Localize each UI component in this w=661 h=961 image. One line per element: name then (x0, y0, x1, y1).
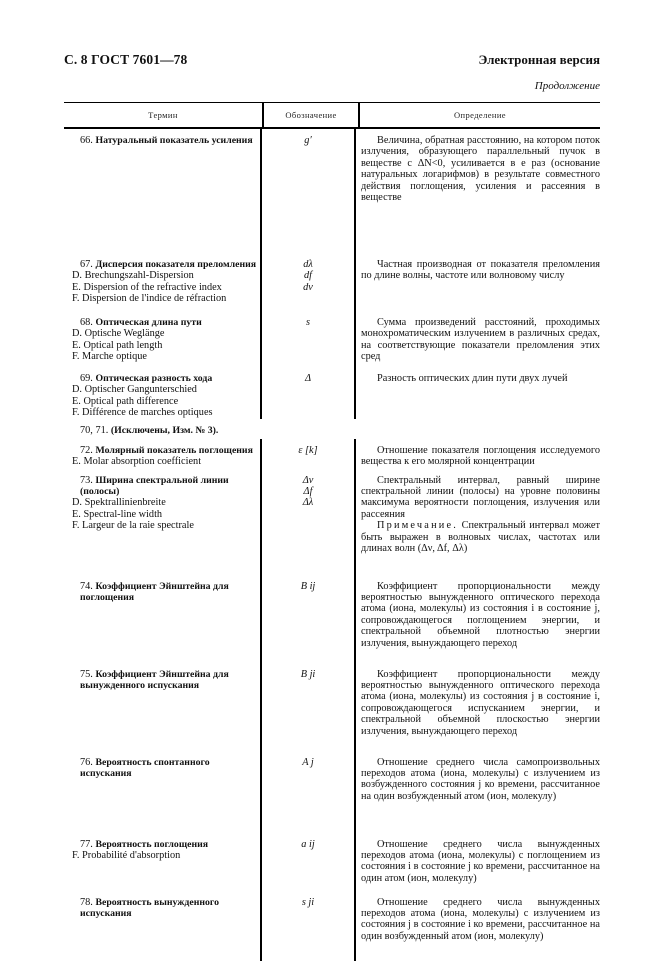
term-translation: D. Optische Weglänge (72, 328, 165, 340)
term-title: Вероятность вынужденного испускания (80, 896, 219, 920)
term-title: Вероятность поглощения (95, 838, 209, 850)
table-row (64, 575, 600, 663)
term-cell (64, 439, 262, 469)
term-cell (64, 833, 262, 891)
term-heading (64, 373, 258, 384)
term-number: 66. (80, 135, 93, 146)
term-title: Оптическая разность хода (95, 373, 213, 384)
definition-note (361, 520, 600, 554)
term-heading (64, 425, 462, 436)
definition-text: Коэффициент пропорциональности между вероятностью вынужденного оптического перехода атома (иона, молекулы) из состояния i в состояние j, сопровождающегося поглощением энергии, и спектральной объемной плотностью энергии излучения, вынуждающего переход (361, 580, 600, 649)
term-translation: F. Dispersion de l'indice de réfraction (72, 293, 227, 305)
term-translation: F. Largeur de la raie spectrale (72, 520, 194, 532)
term-cell (64, 419, 464, 439)
definition-cell (356, 253, 600, 311)
symbol-cell (262, 439, 356, 469)
term-cell (64, 469, 262, 575)
term-heading (64, 317, 258, 328)
table-row (64, 129, 600, 253)
definition-text: Коэффициент пропорциональности между вероятностью вынужденного оптического перехода атома (иона, молекулы) из состояния j в состояние i, сопровождающегося испусканием энергии, и спектральной объемной плоскостью энергии излучения, вынуждающего переход (361, 668, 600, 737)
term-heading (64, 135, 258, 146)
symbol-cell (262, 469, 356, 575)
term-number: 70, 71. (80, 424, 109, 436)
definition-cell (356, 311, 600, 367)
term-number: 67. (80, 259, 93, 270)
definition-text: Разность оптических длин пути двух лучей (377, 373, 568, 384)
symbol-cell (262, 751, 356, 833)
symbol-cell (262, 833, 356, 891)
symbol: dν (303, 281, 313, 293)
symbol: s (305, 317, 310, 328)
symbol: g′ (304, 135, 312, 146)
symbol: B ji (300, 668, 316, 680)
table-row (64, 469, 600, 575)
definition-text: Спектральный интервал, равный ширине спектральной линии (полосы) на уровне половины максимума вероятности поглощения, излучения или рассеяния (361, 474, 600, 520)
term-number: 73. (80, 474, 93, 486)
term-number: 78. (80, 896, 93, 908)
symbol: a ij (301, 838, 315, 850)
term-heading (64, 475, 258, 498)
term-translation: E. Optical path length (72, 339, 163, 351)
definition-cell (356, 663, 600, 751)
term-heading (64, 839, 258, 850)
table-row (64, 751, 600, 833)
term-translation: E. Molar absorption coefficient (72, 456, 202, 468)
continuation-label: Продолжение (534, 80, 600, 92)
definition-cell (356, 367, 600, 419)
term-number: 76. (80, 756, 93, 768)
term-title: Коэффициент Эйнштейна для поглощения (80, 580, 229, 604)
definition-text: Отношение среднего числа вынужденных переходов атома (иона, молекулы) с излучением из состояния j в состояние i ко времени, рассчитанное на один возбужденный атом (ион, молекулу) (361, 896, 600, 942)
term-number: 75. (80, 668, 93, 680)
term-heading (64, 897, 258, 920)
symbol-cell (262, 575, 356, 663)
term-title: Оптическая длина пути (95, 317, 202, 328)
table-row (64, 367, 600, 419)
term-translation: E. Spectral-line width (72, 508, 163, 520)
term-title: Ширина спектральной линии (полосы) (80, 474, 229, 498)
page-header-left: С. 8 ГОСТ 7601—78 (64, 52, 188, 67)
definition-text: Сумма произведений расстояний, проходимых монохроматическим излучением в различных средах, на соответствующие показатели преломления этих сред (361, 317, 600, 363)
symbol: dλ (303, 259, 313, 270)
term-translation: E. Optical path difference (72, 395, 179, 407)
term-heading (64, 669, 258, 692)
term-cell (64, 751, 262, 833)
symbol: Δf (303, 486, 313, 498)
table-row (64, 833, 600, 891)
symbol-cell (262, 367, 356, 419)
definition-cell (356, 891, 600, 961)
note-label: Примечание. (377, 520, 459, 532)
table-row (64, 891, 600, 961)
term-translation: F. Probabilité d'absorption (72, 850, 181, 862)
term-heading (64, 259, 258, 270)
page-header-right: Электронная версия (478, 52, 600, 67)
table-row (64, 419, 600, 439)
column-header-term: Термин (64, 103, 264, 127)
definition-cell (356, 751, 600, 833)
term-cell (64, 311, 262, 367)
term-cell (64, 663, 262, 751)
symbol-cell (262, 663, 356, 751)
table-row (64, 311, 600, 367)
table-body (64, 129, 600, 961)
definition-text: Отношение среднего числа вынужденных переходов атома (иона, молекулы) с поглощением из состояния i в состояние j ко времени, рассчитанное на один атом (ион, молекулу) (361, 838, 600, 884)
definition-text: Величина, обратная расстоянию, на котором поток излучения, образующего параллельный пучок в веществе с ΔN<0, усиливается в e раз (основание натуральных логарифмов) в результате совместного действия поглощения, усиления и рассеяния в веществе (361, 135, 600, 204)
symbol: Δν (302, 474, 314, 486)
term-cell (64, 575, 262, 663)
term-number: 74. (80, 580, 93, 592)
term-title: Коэффициент Эйнштейна для вынужденного испускания (80, 668, 229, 692)
symbol: Δ (304, 373, 312, 384)
term-title: Молярный показатель поглощения (95, 444, 253, 456)
symbol: s ji (301, 896, 315, 908)
term-heading (64, 757, 258, 780)
term-cell (64, 129, 262, 253)
symbol: A j (302, 756, 314, 768)
term-number: 77. (80, 838, 93, 850)
symbol-cell (262, 891, 356, 961)
symbol-cell (262, 311, 356, 367)
definition-cell (356, 575, 600, 663)
definition-cell (356, 439, 600, 469)
definition-text: Частная производная от показателя преломления по длине волны, частоте или волновому числу (361, 259, 600, 282)
term-translation: E. Dispersion of the refractive index (72, 281, 222, 293)
table-row (64, 253, 600, 311)
terms-table (64, 102, 600, 961)
term-cell (64, 891, 262, 961)
table-row (64, 439, 600, 469)
term-cell (64, 367, 262, 419)
term-translation: F. Marche optique (72, 351, 147, 363)
table-header (64, 102, 600, 129)
term-title: Дисперсия показателя преломления (95, 259, 257, 270)
symbol: B ij (300, 580, 316, 592)
term-number: 68. (80, 317, 93, 328)
definition-cell (356, 129, 600, 253)
column-header-symbol: Обозначение (264, 103, 360, 127)
table-row (64, 663, 600, 751)
term-heading (64, 581, 258, 604)
term-translation: D. Spektrallinienbreite (72, 497, 166, 509)
term-title: (Исключены, Изм. № 3). (110, 424, 219, 436)
column-header-definition: Определение (454, 110, 506, 120)
symbol: df (303, 270, 312, 282)
note-text: Спектральный интервал может быть выражен в волновых числах, частотах или длинах волн (Δν, Δf, Δλ) (361, 520, 600, 555)
term-cell (64, 253, 262, 311)
definition-cell (356, 469, 600, 575)
definition-cell (356, 833, 600, 891)
term-translation: D. Optischer Gangunterschied (72, 384, 197, 396)
term-translation: D. Brechungszahl-Dispersion (72, 270, 194, 282)
symbol-cell (262, 253, 356, 311)
symbol-cell (262, 129, 356, 253)
term-title: Натуральный показатель усиления (95, 135, 253, 146)
definition-text: Отношение показателя поглощения исследуемого вещества к его молярной концентрации (361, 444, 600, 468)
term-title: Вероятность спонтанного испускания (80, 756, 210, 780)
definition-text: Отношение среднего числа самопроизвольных переходов атома (иона, молекулы) с излучением из возбужденного состояния j ко времени, рассчитанное на один возбужденный атом (ион, молекулу) (361, 756, 600, 802)
term-translation: F. Différence de marches optiques (72, 407, 213, 419)
term-number: 72. (80, 444, 93, 456)
symbol: Δλ (302, 497, 314, 509)
term-number: 69. (80, 373, 93, 384)
term-heading (64, 445, 258, 456)
symbol: ε [k] (298, 444, 318, 456)
